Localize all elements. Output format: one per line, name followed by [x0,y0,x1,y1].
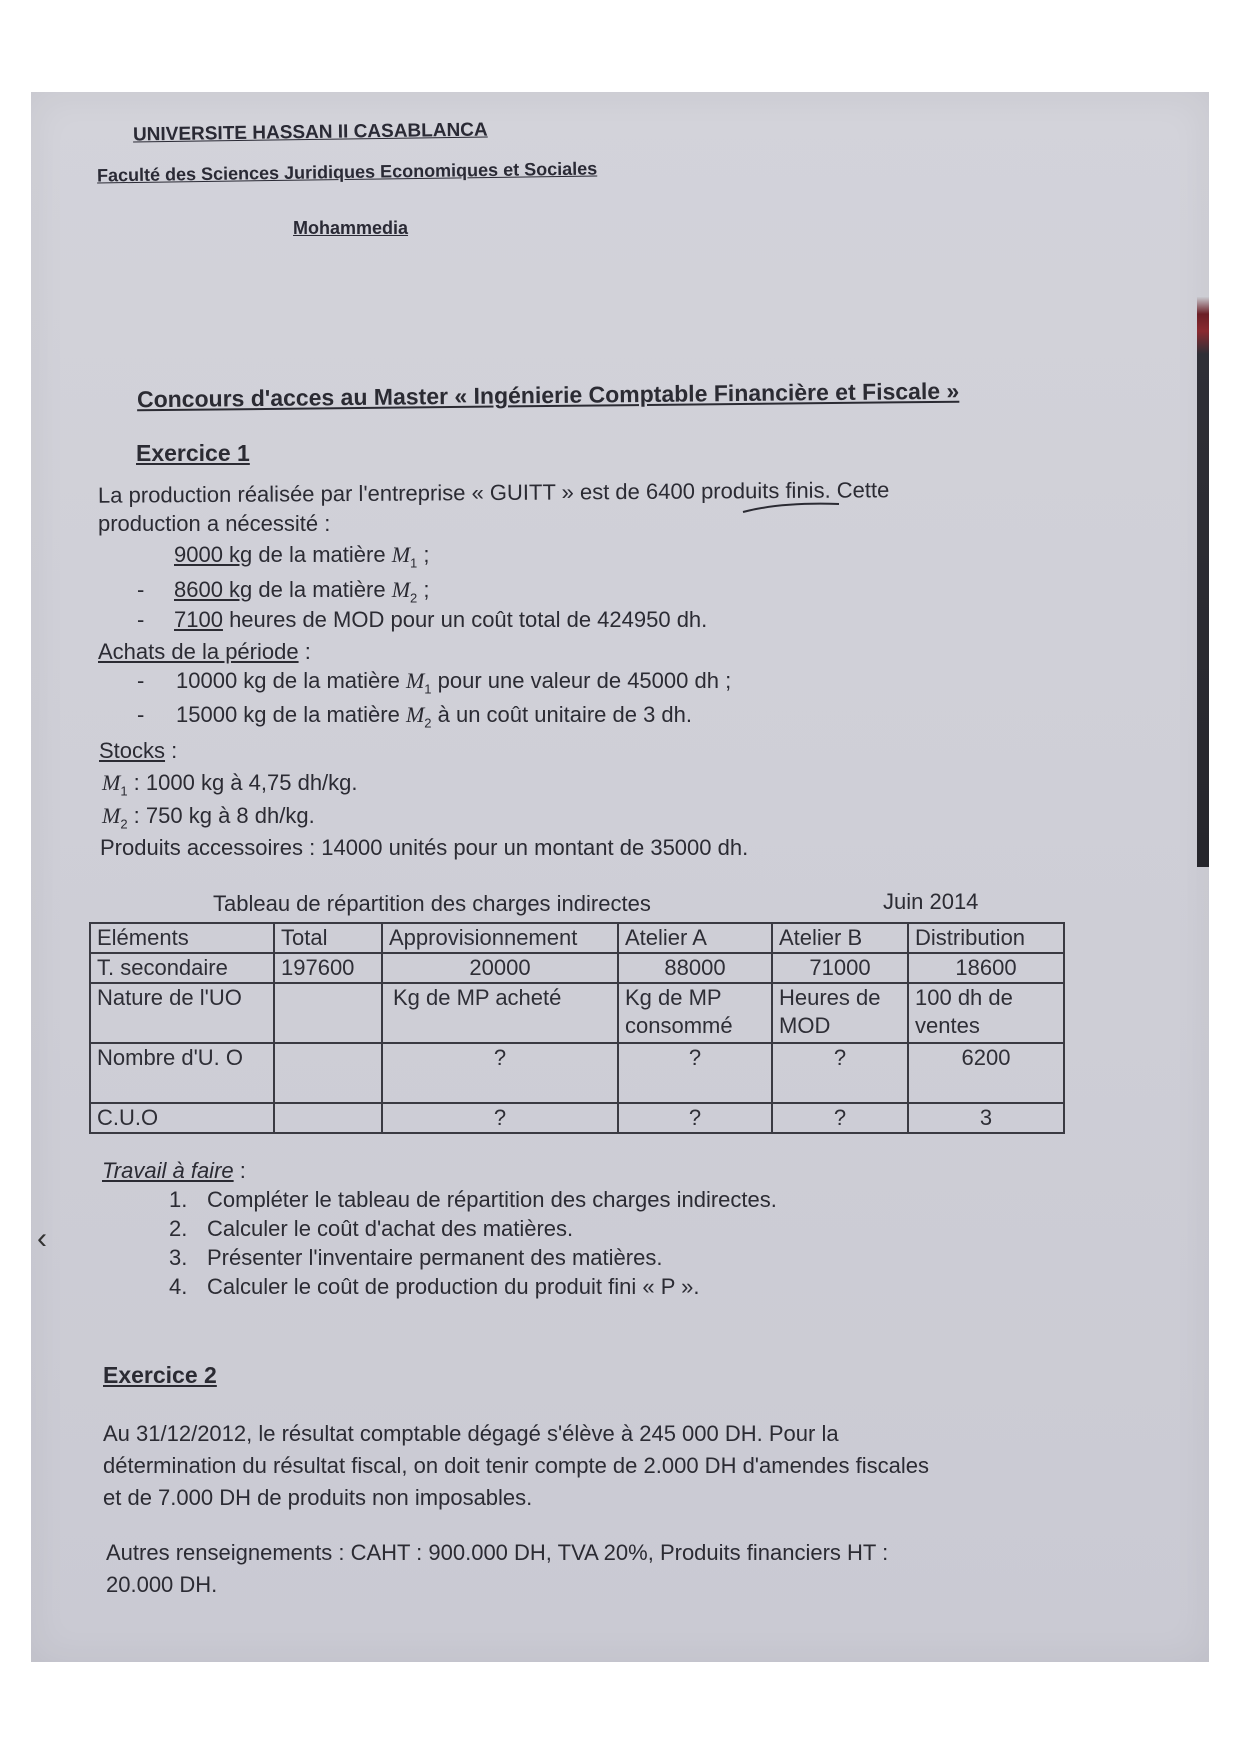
material-symbol: M [405,668,425,693]
indirect-charges-table [89,922,1065,1134]
table-cell: Kg de MP consommé [618,983,772,1043]
exercise1-intro-line1: La production réalisée par l'entreprise « GUITT » est de 6400 produits finis. Cette [97,477,890,508]
list-item: 1. Compléter le tableau de répartition des charges indirectes. [169,1187,777,1212]
stocks-label: Stocks : [99,738,178,763]
table-row [90,1043,1064,1103]
purchases-label: Achats de la période : [98,639,311,664]
list-item: 4. Calculer le coût de production du produit fini « P ». [169,1274,700,1299]
table-caption: Tableau de répartition des charges indirectes [213,891,651,916]
exercise1-heading: Exercice 1 [136,440,250,466]
exam-title: Concours d'acces au Master « Ingénierie Comptable Financière et Fiscale » [136,377,960,413]
material-symbol: M [102,803,121,828]
material-symbol: M [102,770,121,795]
material-symbol: M [405,702,425,727]
table-row [90,953,1064,983]
material-symbol: M [391,577,411,602]
table-row [90,983,1064,1043]
need-item-mod: 7100 heures de MOD pour un coût total de 424950 dh. [174,607,708,632]
exercise2-para-line3: et de 7.000 DH de produits non imposables. [103,1485,533,1510]
purchase-item-m1: 10000 kg de la matière $M_1$ pour une valeur de 45000 dh ; [176,668,732,697]
table-cell: 197600 [274,953,382,983]
table-cell: 20000 [382,953,618,983]
bullet-dash: - [137,577,145,602]
exercise2-other-line2: 20.000 DH. [106,1572,218,1597]
table-date: Juin 2014 [883,889,979,914]
table-cell: 6200 [908,1043,1064,1103]
table-cell: 100 dh de ventes [908,983,1064,1043]
table-cell: ? [382,1103,618,1133]
table-cell: ? [618,1103,772,1133]
material-symbol: M [391,542,411,567]
table-cell: 3 [908,1103,1064,1133]
bullet-dash: - [137,668,145,693]
table-header-cell: Approvisionnement [382,923,618,953]
table-cell: Nombre d'U. O [90,1043,274,1103]
task-list [169,1185,777,1301]
table-cell: C.U.O [90,1103,274,1133]
table-cell [274,983,382,1043]
stock-item-m1: $M_1$ : 1000 kg à 4,75 dh/kg. [102,770,358,799]
table-cell: 18600 [908,953,1064,983]
faculty-name: Faculté des Sciences Juridiques Economiques et Sociales [96,158,598,186]
document-sheet [31,92,1209,1662]
table-header-cell: Atelier B [772,923,908,953]
table-cell: ? [772,1043,908,1103]
exercise2-other-line1: Autres renseignements : CAHT : 900.000 DH, TVA 20%, Produits financiers HT : [106,1540,889,1565]
table-cell: Nature de l'UO [90,983,274,1043]
university-name: UNIVERSITE HASSAN II CASABLANCA [132,119,488,146]
table-header-row [90,923,1064,953]
table-cell: 71000 [772,953,908,983]
page-edge-shadow [1197,297,1209,867]
table-cell: 88000 [618,953,772,983]
handwritten-underline [741,500,841,516]
table-header-cell: Distribution [908,923,1064,953]
bullet-dash: - [137,702,145,727]
table-cell [274,1043,382,1103]
purchase-item-m2: 15000 kg de la matière $M_2$ à un coût unitaire de 3 dh. [176,702,693,731]
table-cell: T. secondaire [90,953,274,983]
exercise2-para-line1: Au 31/12/2012, le résultat comptable dégagé s'élève à 245 000 DH. Pour la [103,1421,839,1446]
need-qty: 7100 [174,607,223,632]
table-cell: ? [382,1043,618,1103]
list-item: 3. Présenter l'inventaire permanent des matières. [169,1245,663,1270]
list-item: 2. Calculer le coût d'achat des matières. [169,1216,574,1241]
table-cell: ? [618,1043,772,1103]
exercise2-para-line2: détermination du résultat fiscal, on doit tenir compte de 2.000 DH d'amendes fiscales [103,1453,929,1478]
table-cell: Kg de MP acheté [382,983,618,1043]
stock-item-m2: $M_2$ : 750 kg à 8 dh/kg. [102,803,315,832]
need-qty: 9000 kg [174,542,253,567]
need-item-m1: 9000 kg de la matière $M_1$ ; [174,542,430,571]
table-cell: ? [772,1103,908,1133]
todo-label: Travail à faire : [102,1158,246,1183]
table-cell [274,1103,382,1133]
need-qty: 8600 kg [174,577,253,602]
city-name: Mohammedia [293,218,409,238]
accessory-products: Produits accessoires : 14000 unités pour un montant de 35000 dh. [100,835,749,860]
table-header-cell: Eléments [90,923,274,953]
need-item-m2: 8600 kg de la matière $M_2$ ; [174,577,430,606]
table-header-cell: Total [274,923,382,953]
table-row [90,1103,1064,1133]
table-header-cell: Atelier A [618,923,772,953]
table-cell: Heures de MOD [772,983,908,1043]
handwritten-arrow-icon: ‹ [37,1222,47,1255]
exercise1-intro-line2: production a nécessité : [98,511,331,536]
exercise2-heading: Exercice 2 [103,1362,217,1388]
bullet-dash: - [137,607,145,632]
